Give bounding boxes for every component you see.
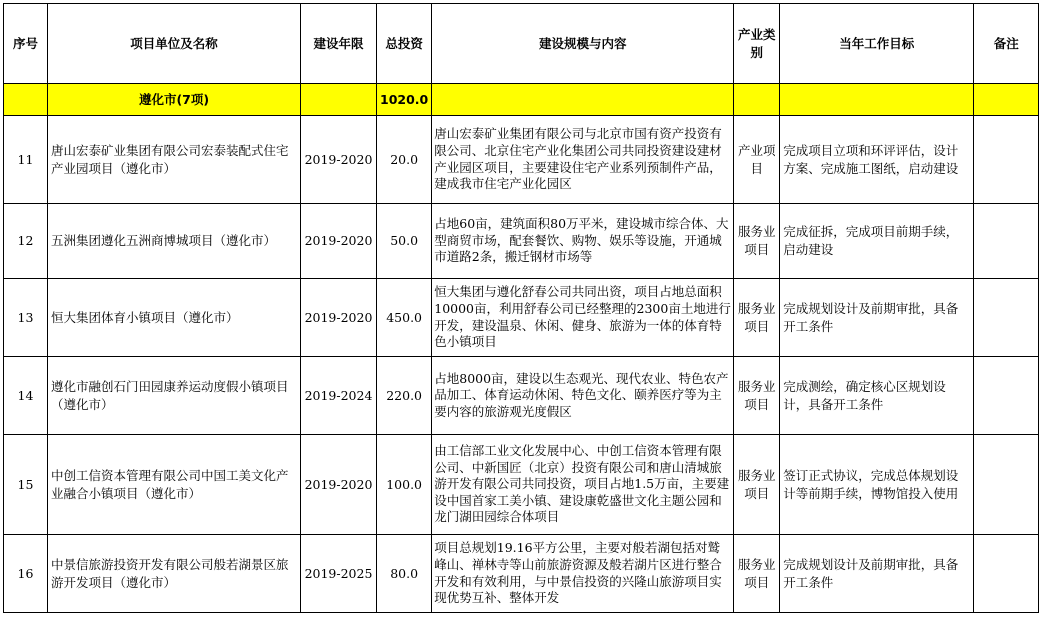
- row-goal: 签订正式协议，完成总体规划设计等前期手续，博物馆投入使用: [780, 435, 974, 535]
- project-table: [3, 3, 1039, 613]
- row-period: 2019-2020: [301, 204, 377, 279]
- header-period: 建设年限: [301, 4, 377, 84]
- header-scale: 建设规模与内容: [432, 4, 734, 84]
- table-row: [4, 357, 1039, 435]
- row-remark: [974, 116, 1039, 204]
- row-period: 2019-2024: [301, 357, 377, 435]
- header-row: [4, 4, 1039, 84]
- row-scale: 占地8000亩，建设以生态观光、现代农业、特色农产品加工、体育运动休闲、特色文化、颐养医疗等为主要内容的旅游观光度假区: [432, 357, 734, 435]
- row-scale: 项目总规划19.16平方公里，主要对般若湖包括对鹫峰山、禅林寺等山前旅游资源及般若湖片区进行整合开发和有效利用，与中景信投资的兴隆山旅游项目实现优势互补、整体开发: [432, 535, 734, 613]
- row-period: 2019-2020: [301, 116, 377, 204]
- row-category: 服务业项目: [734, 435, 780, 535]
- row-investment: 100.0: [377, 435, 432, 535]
- header-category: 产业类别: [734, 4, 780, 84]
- summary-name: 遵化市(7项): [48, 84, 301, 116]
- table-row: [4, 435, 1039, 535]
- row-category: 服务业项目: [734, 204, 780, 279]
- row-seq: 15: [4, 435, 48, 535]
- row-investment: 220.0: [377, 357, 432, 435]
- row-remark: [974, 357, 1039, 435]
- row-goal: 完成规划设计及前期审批，具备开工条件: [780, 535, 974, 613]
- header-investment: 总投资: [377, 4, 432, 84]
- row-unit: 恒大集团体育小镇项目（遵化市）: [48, 279, 301, 357]
- row-remark: [974, 204, 1039, 279]
- row-category: 服务业项目: [734, 357, 780, 435]
- table-row: [4, 204, 1039, 279]
- table-row: [4, 116, 1039, 204]
- summary-row: [4, 84, 1039, 116]
- summary-investment: 1020.0: [377, 84, 432, 116]
- row-unit: 五洲集团遵化五洲商博城项目（遵化市）: [48, 204, 301, 279]
- row-seq: 13: [4, 279, 48, 357]
- row-remark: [974, 279, 1039, 357]
- row-scale: 唐山宏泰矿业集团有限公司与北京市国有资产投资有限公司、北京住宅产业化集团公司共同投资建设建材产业园区项目，主要建设住宅产业系列预制件产品，建成我市住宅产业化园区: [432, 116, 734, 204]
- row-seq: 11: [4, 116, 48, 204]
- row-scale: 由工信部工业文化发展中心、中创工信资本管理有限公司、中新国匠（北京）投资有限公司和唐山清城旅游开发有限公司共同投资，项目占地1.5万亩，主要建设中国首家工美小镇、建设康乾盛世文化主题公园和龙门湖田园综合体项目: [432, 435, 734, 535]
- row-unit: 唐山宏泰矿业集团有限公司宏泰装配式住宅产业园项目（遵化市）: [48, 116, 301, 204]
- header-goal: 当年工作目标: [780, 4, 974, 84]
- row-category: 服务业项目: [734, 279, 780, 357]
- header-unit: 项目单位及名称: [48, 4, 301, 84]
- row-unit: 中创工信资本管理有限公司中国工美文化产业融合小镇项目（遵化市）: [48, 435, 301, 535]
- header-remark: 备注: [974, 4, 1039, 84]
- row-category: 服务业项目: [734, 535, 780, 613]
- row-investment: 50.0: [377, 204, 432, 279]
- table-row: [4, 535, 1039, 613]
- row-investment: 20.0: [377, 116, 432, 204]
- row-unit: 遵化市融创石门田园康养运动度假小镇项目（遵化市）: [48, 357, 301, 435]
- row-seq: 14: [4, 357, 48, 435]
- row-scale: 占地60亩，建筑面积80万平米，建设城市综合体、大型商贸市场，配套餐饮、购物、娱乐等设施，开通城市道路2条，搬迁钢材市场等: [432, 204, 734, 279]
- row-period: 2019-2020: [301, 435, 377, 535]
- row-goal: 完成测绘，确定核心区规划设计，具备开工条件: [780, 357, 974, 435]
- row-unit: 中景信旅游投资开发有限公司般若湖景区旅游开发项目（遵化市）: [48, 535, 301, 613]
- row-seq: 16: [4, 535, 48, 613]
- row-investment: 450.0: [377, 279, 432, 357]
- row-goal: 完成项目立项和环评评估，设计方案、完成施工图纸，启动建设: [780, 116, 974, 204]
- row-scale: 恒大集团与遵化舒春公司共同出资，项目占地总面积10000亩，利用舒春公司已经整理的2300亩土地进行开发，建设温泉、休闲、健身、旅游为一体的体育特色小镇项目: [432, 279, 734, 357]
- row-period: 2019-2025: [301, 535, 377, 613]
- row-investment: 80.0: [377, 535, 432, 613]
- table-row: [4, 279, 1039, 357]
- row-goal: 完成征拆，完成项目前期手续，启动建设: [780, 204, 974, 279]
- row-category: 产业项目: [734, 116, 780, 204]
- row-remark: [974, 535, 1039, 613]
- row-goal: 完成规划设计及前期审批，具备开工条件: [780, 279, 974, 357]
- row-seq: 12: [4, 204, 48, 279]
- header-seq: 序号: [4, 4, 48, 84]
- row-remark: [974, 435, 1039, 535]
- row-period: 2019-2020: [301, 279, 377, 357]
